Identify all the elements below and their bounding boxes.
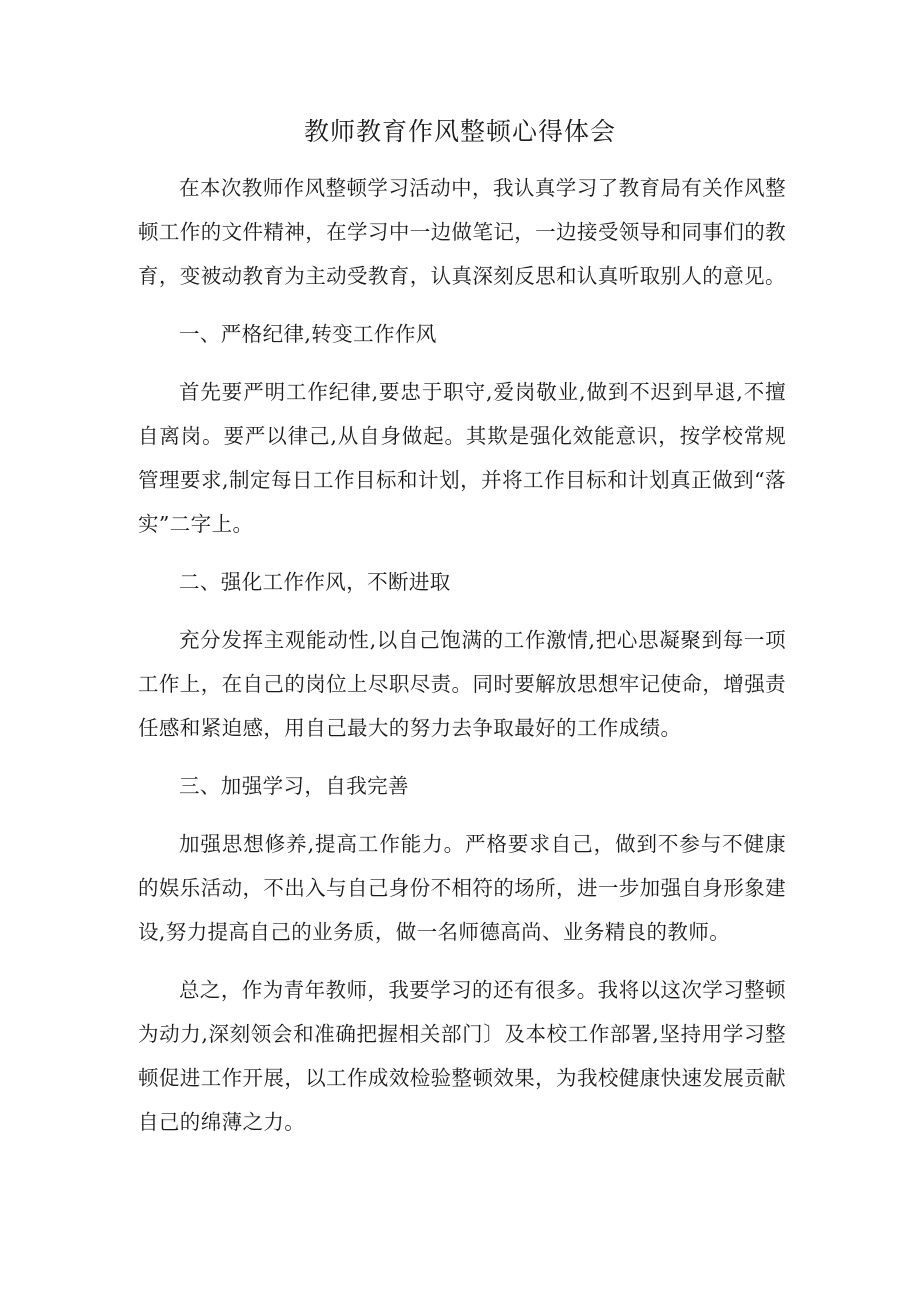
section-3-paragraph: 加强思想修养,提高工作能力。严格要求自己，做到不参与不健康的娱乐活动，不出入与自己身份不相符的场所，进一步加强自身形象建设,努力提高自己的业务质，做一名师德高尚、业务精良的教师。 — [138, 832, 786, 944]
document-body — [138, 166, 786, 1158]
section-3-heading: 三、加强学习，自我完善 — [179, 774, 409, 798]
intro-paragraph: 在本次教师作风整顿学习活动中，我认真学习了教育局有关作风整顿工作的文件精神，在学习中一边做笔记，一边接受领导和同事们的教育，变被动教育为主动受教育，认真深刻反思和认真听取别人的意见。 — [138, 176, 786, 288]
document-title: 教师教育作风整顿心得体会 — [303, 117, 616, 146]
section-1-paragraph: 首先要严明工作纪律,要忠于职守,爱岗敬业,做到不迟到早退,不擅自离岗。要严以律己,从自身做起。其欺是强化效能意识，按学校常规管理要求,制定每日工作目标和计划，并将工作目标和计划真正做到“落实”二字上。 — [138, 380, 786, 536]
section-2-heading: 二、强化工作作风，不断进取 — [179, 570, 451, 594]
conclusion-paragraph: 总之，作为青年教师，我要学习的还有很多。我将以这次学习整顿为动力,深刻领会和准确把握相关部门〕及本校工作部署,坚持用学习整顿促进工作开展，以工作成效检验整顿效果，为我校健康快速发展贡献自己的绵薄之力。 — [138, 978, 786, 1134]
section-2-paragraph: 充分发挥主观能动性,以自己饱满的工作激情,把心思凝聚到每一项工作上，在自己的岗位上尽职尽责。同时要解放思想牢记使命，增强责任感和紧迫感，用自己最大的努力去争取最好的工作成绩。 — [138, 628, 786, 740]
section-1-heading: 一、严格纪律,转变工作作风 — [179, 322, 437, 346]
